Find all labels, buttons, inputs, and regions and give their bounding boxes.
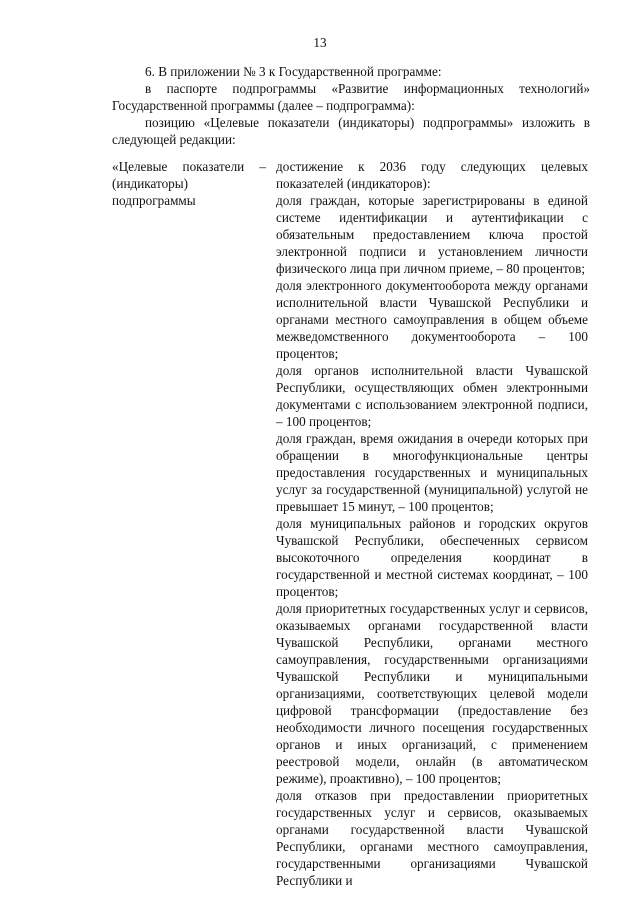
indicator-item: доля приоритетных государственных услуг и сервисов, оказываемых органами государственной власти Чувашской Республики, органами местного самоуправления, государственными организациями Чувашской Республики и муниципальными организациями, соответствующих целевой модели цифровой трансформации (предоставление без необходимости личного посещения государственных органов и иных организаций, с применением реестровой модели, онлайн (в автоматическом режиме), проактивно), – 100 процентов; [276,601,588,786]
indicator-item: доля органов исполнительной власти Чувашской Республики, осуществляющих обмен электронными документами с использованием электронной подписи, – 100 процентов; [276,363,588,429]
indicator-item: доля электронного документооборота между органами исполнительной власти Чувашской Республики и органами местного самоуправления в общем объеме межведомственного документооборота – 100 процентов; [276,278,588,361]
intro-paragraph: 6. В приложении № 3 к Государственной программе: [145,64,442,79]
intro-text [112,63,590,148]
intro-paragraph: позицию «Целевые показатели (индикаторы) подпрограммы» изложить в следующей редакции: [112,115,590,147]
indicator-item: доля муниципальных районов и городских округов Чувашской Республики, обеспеченных сервисом высокоточного определения координат в государственной и местной системах координат, – 100 процентов; [276,516,588,599]
intro-paragraph: в паспорте подпрограммы «Развитие информационных технологий» Государственной программы (далее – подпрограмма): [112,81,590,113]
indicators-list [276,158,588,889]
indicators-table [112,158,590,889]
indicator-item: достижение к 2036 году следующих целевых показателей (индикаторов): [276,159,588,191]
page-number: 13 [313,35,327,50]
indicator-item: доля граждан, которые зарегистрированы в единой системе идентификации и аутентификации с обязательным предоставлением ключа простой электронной подписи и установлением личности физического лица при личном приеме, – 80 процентов; [276,193,588,276]
indicator-item: доля граждан, время ожидания в очереди которых при обращении в многофункциональные центры предоставления государственных и муниципальных услуг за государственной (муниципальной) услугой не превышает 15 минут, – 100 процентов; [276,431,588,514]
indicator-item: доля отказов при предоставлении приоритетных государственных услуг и сервисов, оказываемых органами государственной власти Чувашской Республики, органами местного самоуправления, государственными организациями Чувашской Республики и [276,788,588,888]
position-title: «Целевые показатели – (индикаторы) подпрограммы [112,159,266,208]
